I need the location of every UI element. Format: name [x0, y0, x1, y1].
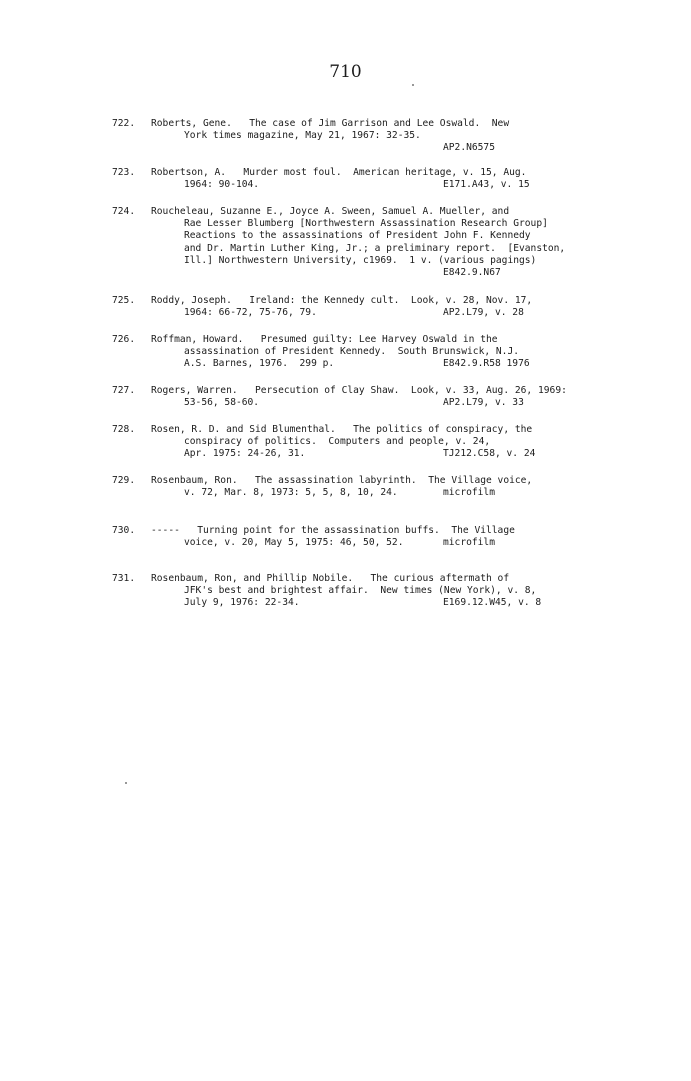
bibliography-entry	[112, 167, 682, 191]
entry-line: A.S. Barnes, 1976. 299 p.	[184, 358, 335, 370]
entry-line: Robertson, A. Murder most foul. American heritage, v. 15, Aug.	[151, 167, 527, 178]
call-number: AP2.N6575	[443, 142, 495, 154]
entry-number: 731.	[112, 573, 136, 584]
entry-line: v. 72, Mar. 8, 1973: 5, 5, 8, 10, 24.	[184, 487, 398, 499]
bibliography-entry	[112, 206, 682, 279]
entry-line: Apr. 1975: 24-26, 31.	[184, 448, 306, 460]
entry-line: 53-56, 58-60.	[184, 397, 260, 409]
call-number: microfilm	[443, 487, 495, 498]
entry-number: 722.	[112, 118, 136, 129]
call-number: E842.9.R58 1976	[443, 358, 530, 369]
entry-line: 1964: 66-72, 75-76, 79.	[184, 307, 317, 319]
entry-number: 723.	[112, 167, 136, 178]
entry-line: conspiracy of politics. Computers and people, v. 24,	[184, 436, 491, 448]
entry-line: Rosenbaum, Ron. The assassination labyrinth. The Village voice,	[151, 475, 533, 486]
entry-number: 729.	[112, 475, 136, 486]
bibliography-entry	[112, 475, 682, 499]
bibliography-entry	[112, 118, 682, 154]
bibliography-entry	[112, 424, 682, 460]
call-number: AP2.L79, v. 28	[443, 307, 524, 318]
call-number: E171.A43, v. 15	[443, 179, 530, 190]
entry-line: Rogers, Warren. Persecution of Clay Shaw. Look, v. 33, Aug. 26, 1969:	[151, 385, 567, 396]
entry-number: 730.	[112, 525, 136, 536]
entry-line: York times magazine, May 21, 1967: 32-35.	[184, 130, 421, 142]
entry-line: Reactions to the assassinations of President John F. Kennedy	[184, 230, 531, 242]
call-number: microfilm	[443, 537, 495, 548]
bibliography-entry	[112, 525, 682, 549]
entry-line: 1964: 90-104.	[184, 179, 260, 191]
entry-line: Rosen, R. D. and Sid Blumenthal. The politics of conspiracy, the	[151, 424, 533, 435]
entry-line: ----- Turning point for the assassination buffs. The Village	[151, 525, 515, 536]
entry-line: Rae Lesser Blumberg [Northwestern Assassination Research Group]	[184, 218, 548, 230]
bibliography-entry	[112, 334, 682, 370]
call-number: AP2.L79, v. 33	[443, 397, 524, 408]
entry-number: 728.	[112, 424, 136, 435]
entry-line: Ill.] Northwestern University, c1969. 1 v. (various pagings)	[184, 254, 537, 266]
entry-line: and Dr. Martin Luther King, Jr.; a preliminary report. [Evanston,	[184, 242, 566, 254]
entry-number: 726.	[112, 334, 136, 345]
entry-number: 725.	[112, 295, 136, 306]
entry-line: Rosenbaum, Ron, and Phillip Nobile. The curious aftermath of	[151, 573, 510, 584]
scan-speck	[412, 84, 414, 86]
bibliography-entry	[112, 573, 682, 609]
call-number: E842.9.N67	[443, 267, 501, 279]
entry-line: Roucheleau, Suzanne E., Joyce A. Sween, Samuel A. Mueller, and	[151, 206, 510, 217]
entry-line: July 9, 1976: 22-34.	[184, 597, 300, 609]
entry-line: Roddy, Joseph. Ireland: the Kennedy cult. Look, v. 28, Nov. 17,	[151, 295, 533, 306]
entry-number: 724.	[112, 206, 136, 217]
bibliography-entry	[112, 295, 682, 319]
entry-number: 727.	[112, 385, 136, 396]
scan-speck	[125, 782, 127, 784]
bibliography-entry	[112, 385, 682, 409]
page-number: 710	[329, 62, 362, 82]
entry-line: assassination of President Kennedy. South Brunswick, N.J.	[184, 346, 520, 358]
entry-line: JFK's best and brightest affair. New times (New York), v. 8,	[184, 585, 537, 597]
bibliography-list	[112, 118, 682, 609]
call-number: E169.12.W45, v. 8	[443, 597, 542, 608]
entry-line: voice, v. 20, May 5, 1975: 46, 50, 52.	[184, 537, 404, 549]
entry-line: Roberts, Gene. The case of Jim Garrison and Lee Oswald. New	[151, 118, 510, 129]
entry-line: Roffman, Howard. Presumed guilty: Lee Harvey Oswald in the	[151, 334, 498, 345]
call-number: TJ212.C58, v. 24	[443, 448, 536, 459]
